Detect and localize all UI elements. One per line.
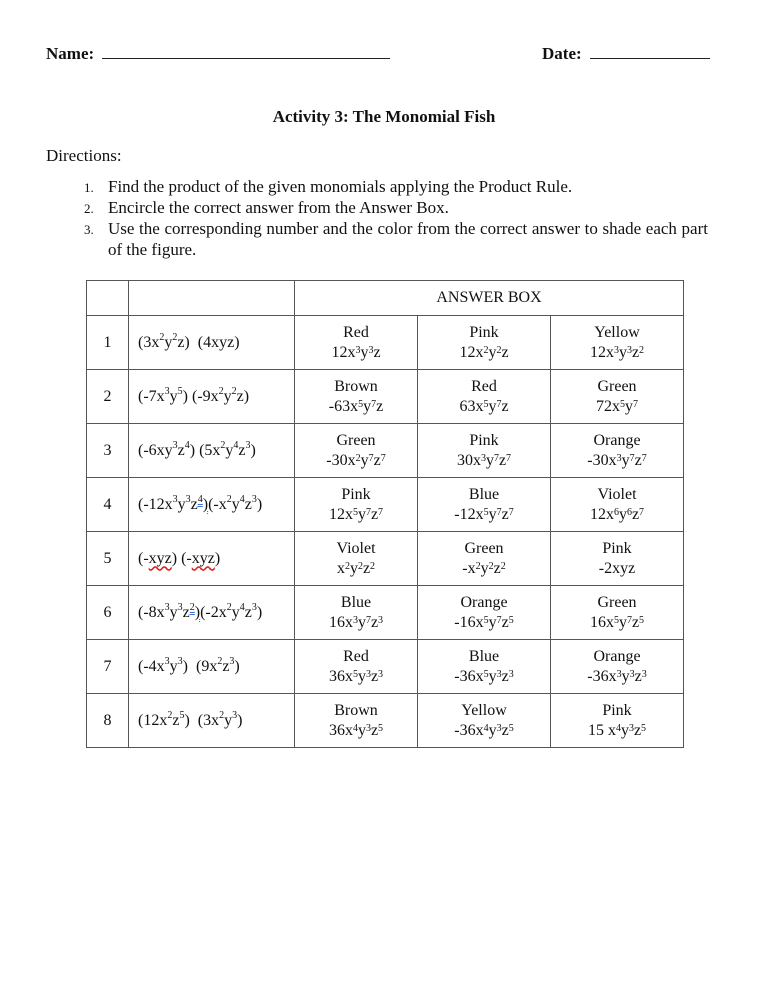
answer-color: Green bbox=[336, 431, 376, 449]
answer-color: Blue bbox=[468, 647, 500, 665]
problem-expression: $(-8x^3y^3z^2)(-2x^2y^4z^3)$ bbox=[129, 586, 295, 640]
answer-color: Pink bbox=[341, 485, 371, 503]
answer-color: Pink bbox=[602, 701, 632, 719]
table-row bbox=[87, 640, 684, 694]
answer-expression: $16x^3y^7z^3$ bbox=[328, 613, 384, 631]
problem-number: 7 bbox=[87, 640, 129, 694]
directions-label: Directions: bbox=[46, 146, 122, 165]
answer-choice[interactable] bbox=[418, 586, 551, 640]
direction-text: Use the corresponding number and the color from the correct answer to shade each part of the figure. bbox=[108, 219, 708, 259]
answer-choice[interactable] bbox=[295, 478, 418, 532]
directions-list bbox=[84, 176, 708, 260]
answer-expression: $72x^5y^7$ bbox=[596, 397, 638, 415]
answer-box-table bbox=[86, 280, 684, 748]
answer-expression: $-36x^4y^3z^5$ bbox=[454, 721, 514, 739]
header-empty-problem-cell bbox=[129, 281, 295, 316]
problem-expression: $(3x^2y^2z)$ (4xyz) bbox=[129, 316, 295, 370]
answer-expression: $-30x^2y^7z^7$ bbox=[326, 451, 386, 469]
answer-choice[interactable] bbox=[295, 370, 418, 424]
answer-choice[interactable] bbox=[551, 694, 684, 748]
answer-color: Orange bbox=[593, 431, 641, 449]
answer-color: Pink bbox=[469, 431, 499, 449]
answer-color: Yellow bbox=[461, 701, 507, 719]
answer-choice[interactable] bbox=[418, 316, 551, 370]
answer-color: Orange bbox=[460, 593, 508, 611]
table-row bbox=[87, 532, 684, 586]
problem-expression: (-xyz) (-xyz) bbox=[129, 532, 295, 586]
answer-expression: $-30x^3y^7z^7$ bbox=[587, 451, 647, 469]
problem-number: 8 bbox=[87, 694, 129, 748]
table-row bbox=[87, 370, 684, 424]
answer-expression: $-16x^5y^7z^5$ bbox=[454, 613, 514, 631]
problem-number: 4 bbox=[87, 478, 129, 532]
direction-text: Find the product of the given monomials applying the Product Rule. bbox=[108, 177, 573, 196]
answer-color: Blue bbox=[340, 593, 372, 611]
direction-item bbox=[84, 176, 708, 197]
answer-expression: $12x^3y^3z$ bbox=[331, 343, 381, 361]
answer-box-header: ANSWER BOX bbox=[295, 281, 684, 316]
problem-expression: $(12x^2z^5)$ $(3x^2y^3)$ bbox=[129, 694, 295, 748]
table-row bbox=[87, 316, 684, 370]
answer-choice[interactable] bbox=[418, 532, 551, 586]
answer-color: Brown bbox=[334, 701, 378, 719]
answer-choice[interactable] bbox=[295, 586, 418, 640]
answer-expression: $-x^2y^2z^2$ bbox=[462, 559, 506, 577]
answer-choice[interactable] bbox=[418, 370, 551, 424]
answer-choice[interactable] bbox=[418, 424, 551, 478]
answer-color: Yellow bbox=[594, 323, 640, 341]
answer-color: Red bbox=[343, 647, 369, 665]
direction-item bbox=[84, 218, 708, 260]
answer-color: Blue bbox=[468, 485, 500, 503]
answer-expression: $36x^4y^3z^5$ bbox=[328, 721, 384, 739]
answer-choice[interactable] bbox=[295, 424, 418, 478]
answer-color: Violet bbox=[336, 539, 376, 557]
problem-expression: $(-6xy^3z^4)$ $(5x^2y^4z^3)$ bbox=[129, 424, 295, 478]
answer-expression: $12x^3y^3z^2$ bbox=[589, 343, 645, 361]
answer-color: Pink bbox=[602, 539, 632, 557]
answer-expression: $-63x^5y^7z$ bbox=[328, 397, 384, 415]
direction-text: Encircle the correct answer from the Answer Box. bbox=[108, 198, 449, 217]
answer-choice[interactable] bbox=[418, 478, 551, 532]
answer-expression: $-12x^5y^7z^7$ bbox=[454, 505, 514, 523]
name-field bbox=[46, 44, 390, 64]
direction-number: 2. bbox=[84, 201, 94, 216]
problem-expression: $(-4x^3y^3)$ $(9x^2z^3)$ bbox=[129, 640, 295, 694]
direction-number: 3. bbox=[84, 222, 94, 237]
answer-expression: 15 $x^4y^3z^5$ bbox=[587, 721, 647, 739]
name-blank-line[interactable] bbox=[102, 44, 390, 59]
activity-title: Activity 3: The Monomial Fish bbox=[272, 107, 496, 126]
answer-expression: $12x^6y^6z^7$ bbox=[589, 505, 645, 523]
date-label: Date: bbox=[542, 44, 582, 63]
date-field bbox=[542, 44, 710, 64]
table-row bbox=[87, 424, 684, 478]
answer-color: Red bbox=[471, 377, 497, 395]
answer-expression: $63x^5y^7z$ bbox=[459, 397, 509, 415]
answer-expression: $36x^5y^3z^3$ bbox=[328, 667, 384, 685]
problem-number: 1 bbox=[87, 316, 129, 370]
problem-number: 6 bbox=[87, 586, 129, 640]
answer-expression: -2xyz bbox=[598, 559, 636, 577]
answer-expression: $x^2y^2z^2$ bbox=[336, 559, 376, 577]
answer-color: Brown bbox=[334, 377, 378, 395]
problem-number: 3 bbox=[87, 424, 129, 478]
problem-number: 2 bbox=[87, 370, 129, 424]
name-label: Name: bbox=[46, 44, 95, 63]
header-empty-num-cell bbox=[87, 281, 129, 316]
answer-expression: $16x^5y^7z^5$ bbox=[589, 613, 645, 631]
answer-color: Pink bbox=[469, 323, 499, 341]
answer-color: Orange bbox=[593, 647, 641, 665]
table-row bbox=[87, 694, 684, 748]
answer-choice[interactable] bbox=[551, 478, 684, 532]
answer-expression: $30x^3y^7z^7$ bbox=[456, 451, 512, 469]
answer-color: Green bbox=[597, 377, 637, 395]
date-blank-line[interactable] bbox=[590, 44, 710, 59]
direction-number: 1. bbox=[84, 180, 94, 195]
answer-choice[interactable] bbox=[418, 694, 551, 748]
answer-choice[interactable] bbox=[551, 316, 684, 370]
answer-choice[interactable] bbox=[418, 640, 551, 694]
answer-expression: $12x^2y^2z$ bbox=[459, 343, 509, 361]
direction-item bbox=[84, 197, 708, 218]
answer-choice[interactable] bbox=[295, 316, 418, 370]
table-row bbox=[87, 586, 684, 640]
answer-choice[interactable] bbox=[295, 532, 418, 586]
table-row bbox=[87, 478, 684, 532]
answer-expression: $-36x^3y^3z^3$ bbox=[587, 667, 647, 685]
answer-expression: $-36x^5y^3z^3$ bbox=[454, 667, 514, 685]
answer-choice[interactable] bbox=[551, 370, 684, 424]
answer-choice[interactable] bbox=[551, 586, 684, 640]
answer-choice[interactable] bbox=[295, 694, 418, 748]
answer-choice[interactable] bbox=[295, 640, 418, 694]
answer-expression: $12x^5y^7z^7$ bbox=[328, 505, 384, 523]
answer-choice[interactable] bbox=[551, 532, 684, 586]
table-header-row bbox=[87, 281, 684, 316]
problem-number: 5 bbox=[87, 532, 129, 586]
problem-expression: $(-7x^3y^5)$ $(-9x^2y^2z)$ bbox=[129, 370, 295, 424]
answer-choice[interactable] bbox=[551, 640, 684, 694]
answer-color: Green bbox=[597, 593, 637, 611]
problem-expression: $(-12x^3y^3z^4)(-x^2y^4z^3)$ bbox=[129, 478, 295, 532]
answer-color: Green bbox=[464, 539, 504, 557]
answer-choice[interactable] bbox=[551, 424, 684, 478]
answer-color: Red bbox=[343, 323, 369, 341]
answer-color: Violet bbox=[597, 485, 637, 503]
